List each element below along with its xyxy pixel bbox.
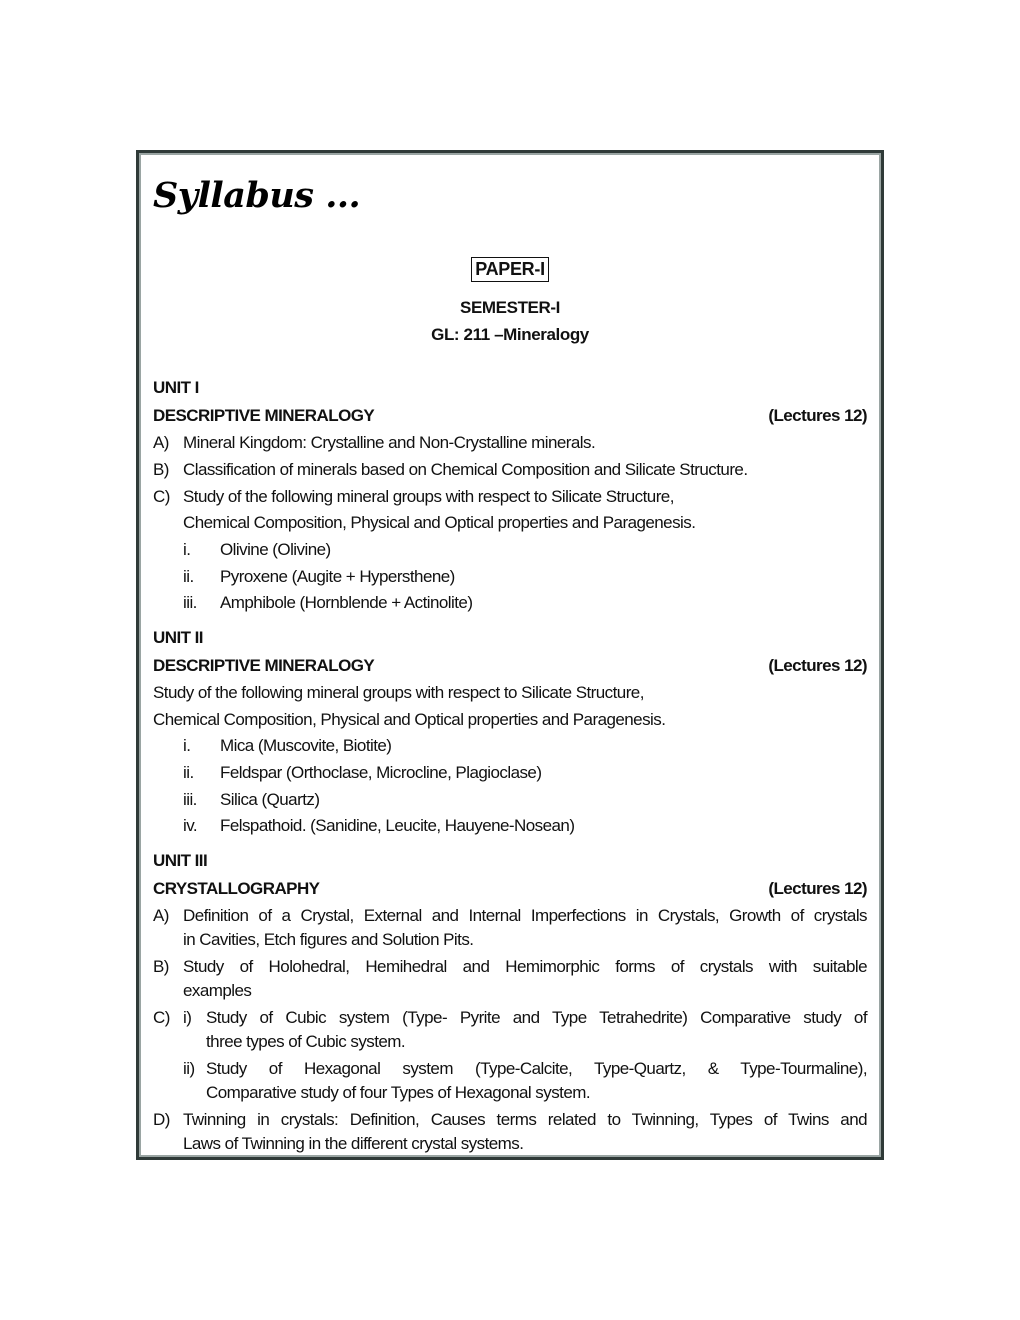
unit-1-heading-row: [153, 402, 867, 429]
syllabus-frame: [136, 150, 884, 1160]
unit-3-item-b-cont: examples: [183, 981, 252, 1000]
unit-2-intro-cont: Chemical Composition, Physical and Optical properties and Paragenesis.: [153, 710, 666, 729]
unit-1-sub-item: ii. Pyroxene (Augite + Hypersthene): [183, 567, 455, 586]
unit-2-label: UNIT II: [153, 628, 203, 647]
unit-1-item-c: C) Study of the following mineral groups with respect to Silicate Structure,: [153, 487, 674, 506]
unit-2-sub-item: iii. Silica (Quartz): [183, 790, 320, 809]
unit-3-item-c-ii-cont: Comparative study of four Types of Hexagonal system.: [206, 1083, 591, 1102]
unit-2-sub-item: ii. Feldspar (Orthoclase, Microcline, Plagioclase): [183, 763, 542, 782]
unit-2-heading: DESCRIPTIVE MINERALOGY: [153, 656, 375, 675]
unit-1-item-a: A) Mineral Kingdom: Crystalline and Non-Crystalline minerals.: [153, 433, 596, 452]
unit-1-sub-item: i. Olivine (Olivine): [183, 540, 331, 559]
page-title: Syllabus ...: [153, 175, 361, 216]
unit-1-item-c-cont: Chemical Composition, Physical and Optical properties and Paragenesis.: [183, 513, 696, 532]
unit-1-label: UNIT I: [153, 378, 199, 397]
unit-3-item-a: A) Definition of a Crystal, External and Internal Imperfections in Crystals, Growth of crystals: [153, 906, 867, 925]
unit-2-heading-row: [153, 652, 867, 679]
unit-1-lectures: (Lectures 12): [768, 406, 867, 425]
unit-3-item-a-cont: in Cavities, Etch figures and Solution Pits.: [183, 930, 474, 949]
course-title: GL: 211 –Mineralogy: [431, 325, 589, 344]
unit-3-item-d: D) Twinning in crystals: Definition, Causes terms related to Twinning, Types of Twins and: [153, 1110, 867, 1129]
unit-3-lectures: (Lectures 12): [768, 879, 867, 898]
unit-1-sub-item: iii. Amphibole (Hornblende + Actinolite): [183, 593, 473, 612]
unit-3-label: UNIT III: [153, 851, 208, 870]
semester-label: SEMESTER-I: [460, 298, 560, 317]
unit-3-item-c-ii: ii) Study of Hexagonal system (Type-Calcite, Type-Quartz, & Type-Tourmaline),: [183, 1059, 867, 1078]
paper-heading: [139, 257, 881, 282]
unit-3-item-d-cont: Laws of Twinning in the different crystal systems.: [183, 1134, 524, 1153]
unit-3-item-c-i: C) i) Study of Cubic system (Type- Pyrite and Type Tetrahedrite) Comparative study of: [153, 1008, 867, 1027]
paper-label: PAPER-I: [471, 257, 549, 282]
unit-3-heading-row: [153, 875, 867, 902]
unit-3-item-c-i-cont: three types of Cubic system.: [206, 1032, 406, 1051]
unit-2-sub-item: i. Mica (Muscovite, Biotite): [183, 736, 392, 755]
unit-1-heading: DESCRIPTIVE MINERALOGY: [153, 406, 375, 425]
unit-2-intro: Study of the following mineral groups with respect to Silicate Structure,: [153, 683, 644, 702]
unit-2-sub-item: iv. Felspathoid. (Sanidine, Leucite, Hauyene-Nosean): [183, 816, 575, 835]
unit-3-item-b: B) Study of Holohedral, Hemihedral and Hemimorphic forms of crystals with suitable: [153, 957, 867, 976]
unit-1-item-b: B) Classification of minerals based on Chemical Composition and Silicate Structure.: [153, 460, 748, 479]
unit-3-heading: CRYSTALLOGRAPHY: [153, 879, 320, 898]
unit-2-lectures: (Lectures 12): [768, 656, 867, 675]
